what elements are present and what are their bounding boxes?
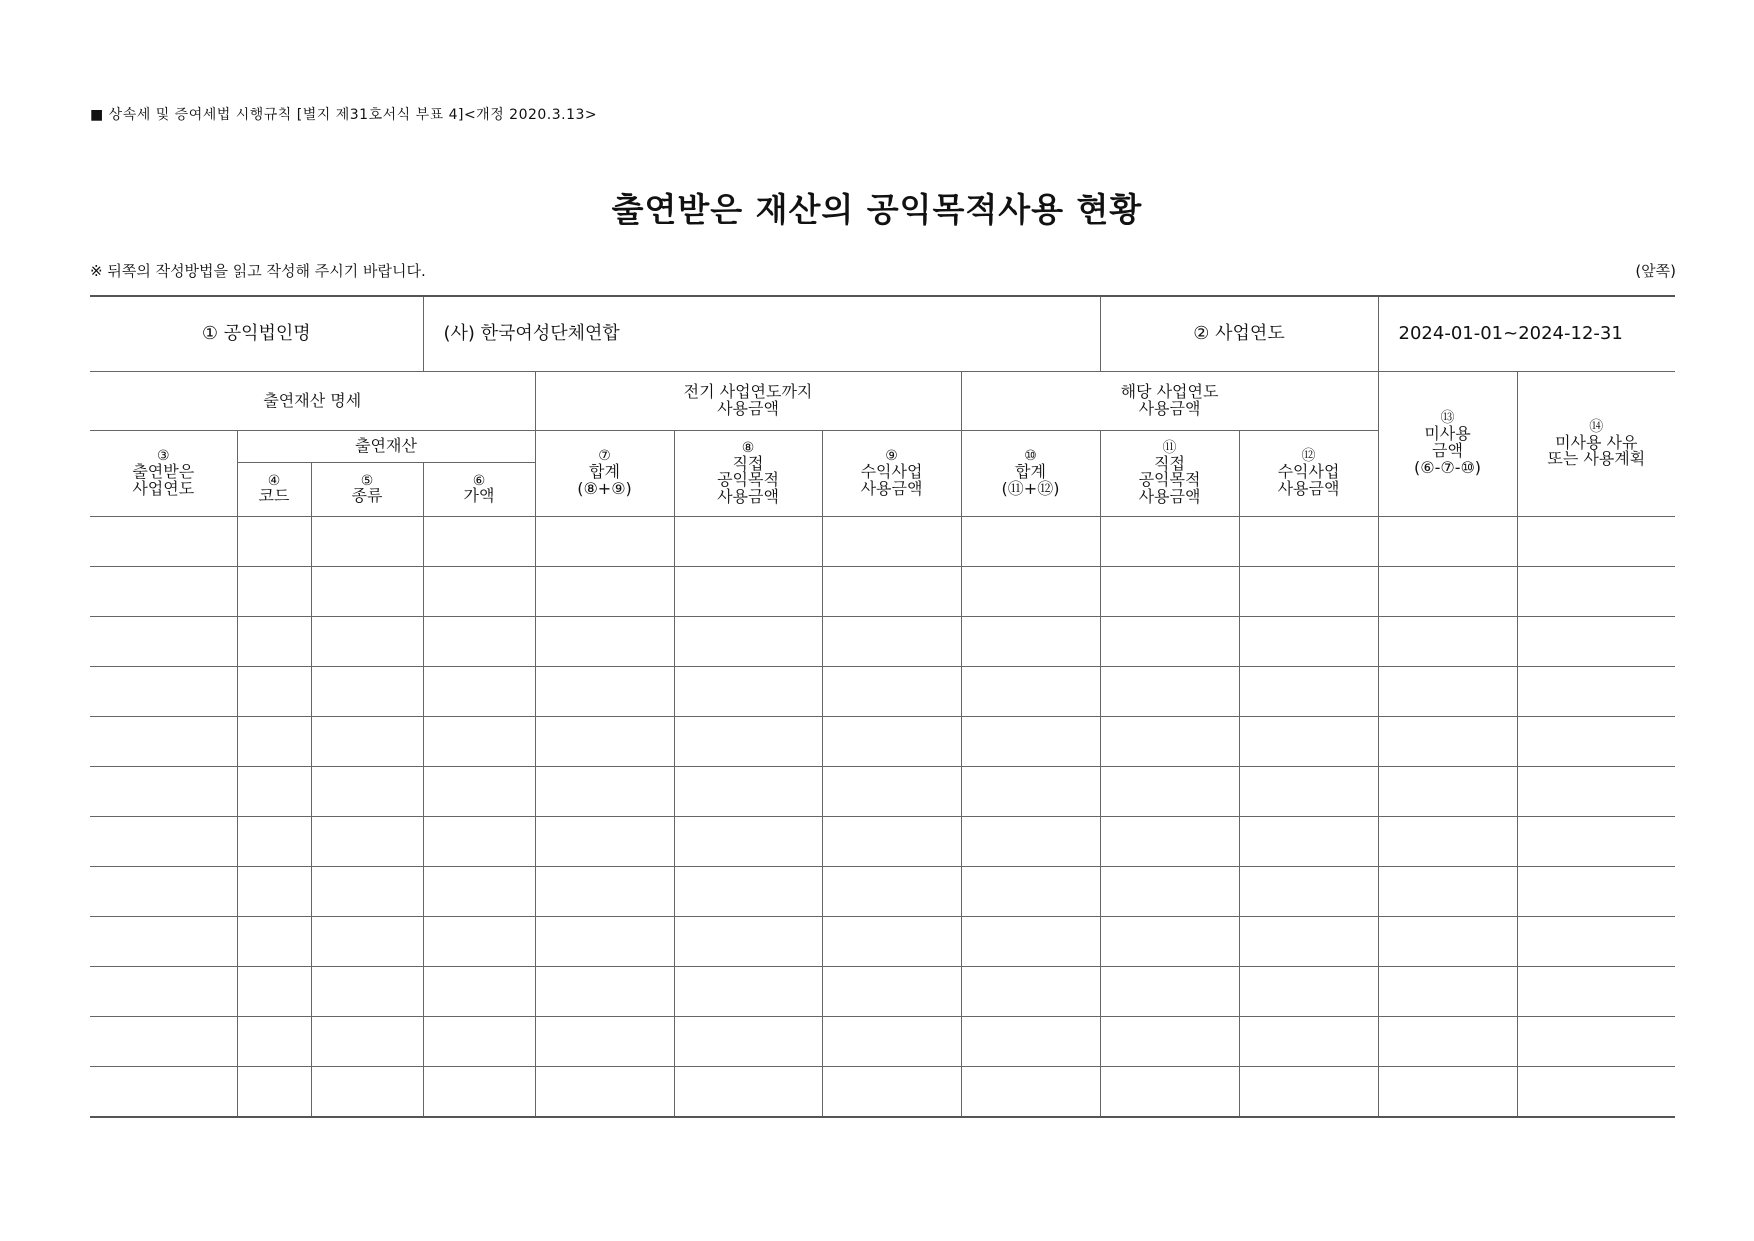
table-cell[interactable] <box>423 517 535 567</box>
table-cell[interactable] <box>1378 667 1517 717</box>
table-row <box>90 1017 1675 1067</box>
table-cell[interactable] <box>674 917 822 967</box>
table-cell[interactable] <box>237 517 311 567</box>
header-col11 <box>1100 431 1239 517</box>
table-cell[interactable] <box>1239 667 1378 717</box>
table-cell[interactable] <box>311 667 423 717</box>
table-row <box>90 517 1675 567</box>
table-row <box>90 567 1675 617</box>
header-text: 종류 <box>351 486 383 506</box>
table-cell[interactable] <box>1100 817 1239 867</box>
table-cell[interactable] <box>1100 567 1239 617</box>
table-cell[interactable] <box>1378 1017 1517 1067</box>
table-cell[interactable] <box>535 617 674 667</box>
table-cell[interactable] <box>1517 517 1675 567</box>
table-cell[interactable] <box>237 667 311 717</box>
header-text: 사용금액 <box>717 399 779 418</box>
table-cell[interactable] <box>1100 767 1239 817</box>
table-cell[interactable] <box>674 767 822 817</box>
table-row <box>90 817 1675 867</box>
header-text: 사용금액 <box>1138 399 1201 418</box>
table-row <box>90 917 1675 967</box>
table-cell[interactable] <box>90 567 237 617</box>
table-cell[interactable] <box>674 817 822 867</box>
header-number: ⑭ <box>1589 418 1604 435</box>
header-number: ⑧ <box>741 439 755 456</box>
table-cell[interactable] <box>90 867 237 917</box>
table-cell[interactable] <box>1239 917 1378 967</box>
table-cell[interactable] <box>90 517 237 567</box>
instruction-note: ※ 뒤쪽의 작성방법을 읽고 작성해 주시기 바랍니다. <box>90 262 426 280</box>
document-title: 출연받은 재산의 공익목적사용 현황 <box>611 190 1143 229</box>
header-text: 수익사업 <box>860 462 923 482</box>
header-text: (⑥-⑦-⑩) <box>1413 457 1482 477</box>
table-cell[interactable] <box>1378 917 1517 967</box>
table-cell[interactable] <box>961 717 1100 767</box>
table-row <box>90 717 1675 767</box>
table-cell[interactable] <box>1517 1017 1675 1067</box>
header-number: ⑪ <box>1162 439 1177 456</box>
header-text: 수익사업 <box>1277 462 1340 482</box>
table-cell[interactable] <box>961 767 1100 817</box>
table-cell[interactable] <box>1100 517 1239 567</box>
table-cell[interactable] <box>822 767 961 817</box>
table-cell[interactable] <box>90 967 237 1017</box>
header-text: 사용금액 <box>1138 487 1201 507</box>
table-cell[interactable] <box>961 1017 1100 1067</box>
table-cell[interactable] <box>237 1017 311 1067</box>
table-cell[interactable] <box>1378 617 1517 667</box>
table-cell[interactable] <box>90 617 237 667</box>
header-text: 코드 <box>258 486 290 506</box>
corp-name-field[interactable]: (사) 한국여성단체연합 <box>423 296 1100 372</box>
table-cell[interactable] <box>1100 1017 1239 1067</box>
table-cell[interactable] <box>1239 967 1378 1017</box>
table-cell[interactable] <box>1100 917 1239 967</box>
table-cell[interactable] <box>237 717 311 767</box>
table-cell[interactable] <box>961 867 1100 917</box>
table-cell[interactable] <box>535 817 674 867</box>
header-col9 <box>822 431 961 517</box>
table-cell[interactable] <box>423 617 535 667</box>
table-cell[interactable] <box>535 767 674 817</box>
table-cell[interactable] <box>1239 867 1378 917</box>
header-col4 <box>237 463 311 517</box>
header-number: ⑥ <box>472 472 486 489</box>
table-cell[interactable] <box>311 967 423 1017</box>
usage-status-table <box>90 295 1675 1118</box>
table-cell[interactable] <box>1239 1017 1378 1067</box>
header-row-1 <box>90 372 1675 431</box>
table-cell[interactable] <box>311 767 423 817</box>
header-text: (⑧+⑨) <box>577 478 632 498</box>
header-number: ⑬ <box>1440 410 1455 427</box>
table-cell[interactable] <box>535 517 674 567</box>
table-cell[interactable] <box>822 967 961 1017</box>
table-row <box>90 1067 1675 1118</box>
table-cell[interactable] <box>1517 667 1675 717</box>
table-cell[interactable] <box>822 1017 961 1067</box>
table-cell[interactable] <box>1378 717 1517 767</box>
table-cell[interactable] <box>1100 967 1239 1017</box>
table-cell[interactable] <box>674 617 822 667</box>
table-cell[interactable] <box>674 517 822 567</box>
table-cell[interactable] <box>822 617 961 667</box>
table-cell[interactable] <box>311 517 423 567</box>
table-cell[interactable] <box>961 517 1100 567</box>
header-col6 <box>423 463 535 517</box>
table-cell[interactable] <box>674 1067 822 1118</box>
header-col8 <box>674 431 822 517</box>
table-cell[interactable] <box>90 717 237 767</box>
table-cell[interactable] <box>423 567 535 617</box>
header-text: 공익목적 <box>1138 470 1201 490</box>
table-cell[interactable] <box>822 517 961 567</box>
table-cell[interactable] <box>1378 967 1517 1017</box>
table-row <box>90 667 1675 717</box>
table-cell[interactable] <box>237 1067 311 1118</box>
page-side-label: (앞쪽) <box>1635 262 1676 280</box>
table-cell[interactable] <box>535 1017 674 1067</box>
table-cell[interactable] <box>1239 1067 1378 1118</box>
form-reference: ■ 상속세 및 증여세법 시행규칙 [별지 제31호서식 부표 4]<개정 2020.3.13> <box>90 107 598 123</box>
info-row <box>90 296 1675 372</box>
header-text: 전기 사업연도까지 <box>683 382 813 402</box>
header-text: 출연받은 <box>132 462 195 482</box>
table-cell[interactable] <box>311 617 423 667</box>
table-cell[interactable] <box>1100 867 1239 917</box>
table-cell[interactable] <box>822 817 961 867</box>
table-cell[interactable] <box>1239 767 1378 817</box>
table-cell[interactable] <box>535 917 674 967</box>
header-property-sub: 출연재산 <box>237 431 535 463</box>
table-cell[interactable] <box>311 567 423 617</box>
table-cell[interactable] <box>961 617 1100 667</box>
header-text: 사용금액 <box>860 478 923 498</box>
table-cell[interactable] <box>1517 567 1675 617</box>
table-cell[interactable] <box>1378 517 1517 567</box>
table-cell[interactable] <box>423 1067 535 1118</box>
table-cell[interactable] <box>1517 867 1675 917</box>
header-number: ⑤ <box>360 472 374 489</box>
table-cell[interactable] <box>535 867 674 917</box>
header-text: 합계 <box>589 462 620 482</box>
table-cell[interactable] <box>90 767 237 817</box>
table-cell[interactable] <box>674 1017 822 1067</box>
header-text: 공익목적 <box>717 470 779 490</box>
table-cell[interactable] <box>535 667 674 717</box>
header-col3 <box>90 431 237 517</box>
table-cell[interactable] <box>311 867 423 917</box>
table-row <box>90 767 1675 817</box>
table-cell[interactable] <box>237 967 311 1017</box>
table-cell[interactable] <box>1239 717 1378 767</box>
table-cell[interactable] <box>90 667 237 717</box>
table-cell[interactable] <box>535 1067 674 1118</box>
table-cell[interactable] <box>1378 767 1517 817</box>
table-cell[interactable] <box>90 1017 237 1067</box>
table-cell[interactable] <box>1378 867 1517 917</box>
header-col14 <box>1517 372 1675 517</box>
table-cell[interactable] <box>423 917 535 967</box>
table-cell[interactable] <box>1517 767 1675 817</box>
table-cell[interactable] <box>423 767 535 817</box>
header-curr-group <box>961 372 1378 431</box>
table-cell[interactable] <box>1517 917 1675 967</box>
header-number: ④ <box>267 472 281 489</box>
header-text: 합계 <box>1015 462 1046 482</box>
table-cell[interactable] <box>423 1017 535 1067</box>
table-cell[interactable] <box>1100 717 1239 767</box>
table-cell[interactable] <box>961 567 1100 617</box>
table-cell[interactable] <box>311 917 423 967</box>
table-cell[interactable] <box>1100 667 1239 717</box>
table-cell[interactable] <box>1378 817 1517 867</box>
table-cell[interactable] <box>674 867 822 917</box>
header-text: 직접 <box>732 453 764 473</box>
table-cell[interactable] <box>1239 567 1378 617</box>
table-cell[interactable] <box>237 917 311 967</box>
table-cell[interactable] <box>311 1017 423 1067</box>
business-year-label: ② 사업연도 <box>1100 296 1378 372</box>
table-cell[interactable] <box>822 917 961 967</box>
table-cell[interactable] <box>1239 617 1378 667</box>
table-row <box>90 967 1675 1017</box>
table-cell[interactable] <box>237 817 311 867</box>
header-number: ③ <box>156 448 170 465</box>
table-cell[interactable] <box>423 867 535 917</box>
table-cell[interactable] <box>822 667 961 717</box>
header-number: ⑫ <box>1301 448 1316 465</box>
table-cell[interactable] <box>1239 817 1378 867</box>
header-col12 <box>1239 431 1378 517</box>
header-property-group: 출연재산 명세 <box>90 372 535 431</box>
header-text: (⑪+⑫) <box>1001 478 1060 498</box>
table-cell[interactable] <box>674 717 822 767</box>
table-cell[interactable] <box>90 817 237 867</box>
table-cell[interactable] <box>822 867 961 917</box>
business-year-field[interactable]: 2024-01-01~2024-12-31 <box>1378 296 1675 372</box>
table-cell[interactable] <box>423 817 535 867</box>
header-col5 <box>311 463 423 517</box>
table-cell[interactable] <box>1517 617 1675 667</box>
table-cell[interactable] <box>822 717 961 767</box>
table-cell[interactable] <box>1378 567 1517 617</box>
header-col10 <box>961 431 1100 517</box>
table-cell[interactable] <box>961 917 1100 967</box>
table-cell[interactable] <box>423 667 535 717</box>
table-cell[interactable] <box>90 1067 237 1118</box>
header-text: 미사용 사유 <box>1555 432 1638 452</box>
table-cell[interactable] <box>311 1067 423 1118</box>
table-cell[interactable] <box>423 717 535 767</box>
table-cell[interactable] <box>237 867 311 917</box>
table-cell[interactable] <box>1100 617 1239 667</box>
table-cell[interactable] <box>535 717 674 767</box>
header-text: 사업연도 <box>132 478 195 498</box>
header-number: ⑩ <box>1024 448 1037 465</box>
corp-name-label: ① 공익법인명 <box>90 296 423 372</box>
header-col7 <box>535 431 674 517</box>
table-cell[interactable] <box>423 967 535 1017</box>
header-prev-group <box>535 372 961 431</box>
table-cell[interactable] <box>1517 967 1675 1017</box>
table-cell[interactable] <box>1517 817 1675 867</box>
table-cell[interactable] <box>961 967 1100 1017</box>
table-cell[interactable] <box>1517 1067 1675 1118</box>
header-text: 직접 <box>1154 453 1185 473</box>
header-text: 사용금액 <box>717 487 779 507</box>
header-text: 해당 사업연도 <box>1120 382 1219 402</box>
header-text: 미사용 <box>1424 424 1471 444</box>
table-row <box>90 867 1675 917</box>
table-cell[interactable] <box>1100 1067 1239 1118</box>
table-cell[interactable] <box>311 817 423 867</box>
table-cell[interactable] <box>1378 1067 1517 1118</box>
header-number: ⑦ <box>598 448 611 465</box>
table-cell[interactable] <box>961 1067 1100 1118</box>
table-cell[interactable] <box>1239 517 1378 567</box>
table-row <box>90 617 1675 667</box>
header-text: 금액 <box>1432 440 1463 460</box>
table-cell[interactable] <box>961 667 1100 717</box>
table-cell[interactable] <box>535 967 674 1017</box>
table-cell[interactable] <box>822 1067 961 1118</box>
table-cell[interactable] <box>1517 717 1675 767</box>
table-cell[interactable] <box>311 717 423 767</box>
table-cell[interactable] <box>822 567 961 617</box>
table-cell[interactable] <box>237 767 311 817</box>
header-col13 <box>1378 372 1517 517</box>
header-text: 가액 <box>463 486 495 506</box>
header-text: 또는 사용계획 <box>1547 449 1646 469</box>
table-cell[interactable] <box>237 617 311 667</box>
header-number: ⑨ <box>885 448 898 465</box>
table-cell[interactable] <box>961 817 1100 867</box>
table-cell[interactable] <box>535 567 674 617</box>
table-cell[interactable] <box>90 917 237 967</box>
table-cell[interactable] <box>237 567 311 617</box>
header-text: 사용금액 <box>1277 478 1340 498</box>
table-cell[interactable] <box>674 667 822 717</box>
table-cell[interactable] <box>674 567 822 617</box>
table-cell[interactable] <box>674 967 822 1017</box>
